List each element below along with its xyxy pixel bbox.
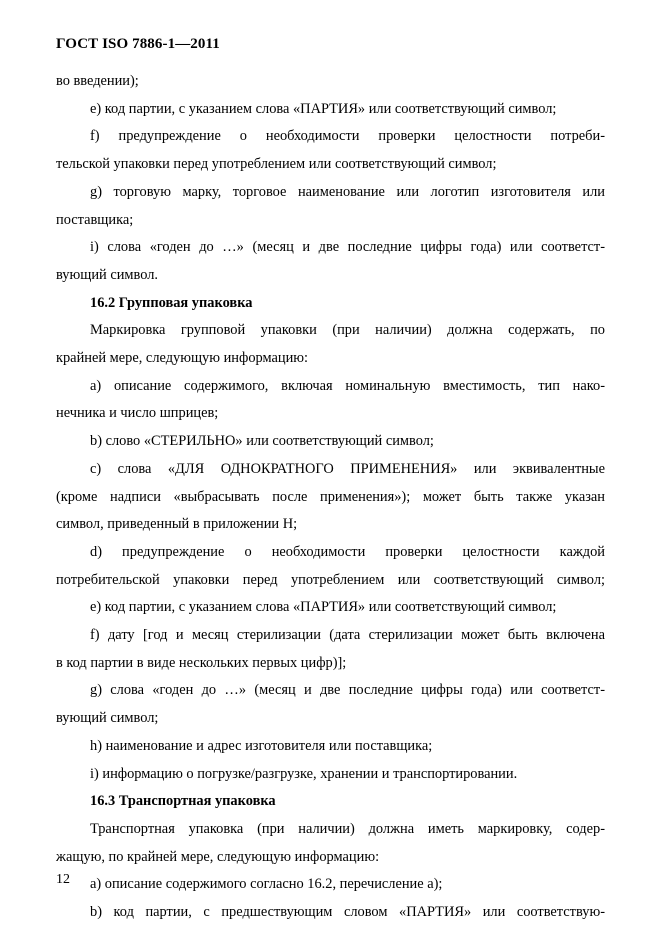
text-line: потребительской упаковки перед употреблением или соответствующий символ; [56,571,605,588]
text-line: во введении); [56,73,139,89]
text-line: вующий символ. [56,266,159,283]
text-line: g) торговую марку, торговое наименование или логотип изготовителя или [90,183,605,200]
document-body [56,68,605,927]
section-heading-16-3: 16.3 Транспортная упаковка [90,793,276,810]
text-line: b) код партии, с предшествующим словом «ПАРТИЯ» или соответствую- [90,904,605,921]
text-line: i) слова «годен до …» (месяц и две последние цифры года) или соответст- [90,239,605,256]
text-line: f) предупреждение о необходимости проверки целостности потреби- [90,128,605,145]
text-line: поставщика; [56,211,134,228]
text-line: a) описание содержимого согласно 16.2, перечисление a); [90,876,443,893]
text-line: нечника и число шприцев; [56,405,219,422]
text-line: c) слова «ДЛЯ ОДНОКРАТНОГО ПРИМЕНЕНИЯ» или эквивалентные [90,460,605,477]
text-line: вующий символ; [56,710,159,727]
document-header: ГОСТ ISO 7886-1—2011 [56,36,220,52]
text-line: в код партии в виде нескольких первых цифр)]; [56,654,347,671]
text-line: Транспортная упаковка (при наличии) должна иметь маркировку, содер- [90,820,605,837]
text-line: e) код партии, с указанием слова «ПАРТИЯ» или соответствующий символ; [90,599,557,616]
text-line: e) код партии, с указанием слова «ПАРТИЯ» или соответствующий символ; [90,100,557,117]
text-line: тельской упаковки перед употреблением или соответствующий символ; [56,156,497,173]
text-line: жащую, по крайней мере, следующую информацию: [56,848,380,865]
page-number: 12 [56,872,70,887]
text-line: символ, приведенный в приложении Н; [56,516,298,533]
section-heading-16-2: 16.2 Групповая упаковка [90,294,253,311]
text-line: d) предупреждение о необходимости проверки целостности каждой [90,543,605,560]
text-line: g) слова «годен до …» (месяц и две последние цифры года) или соответст- [90,682,605,699]
text-line: i) информацию о погрузке/разгрузке, хранении и транспортировании. [90,765,518,782]
text-line: h) наименование и адрес изготовителя или поставщика; [90,737,433,754]
text-line: b) слово «СТЕРИЛЬНО» или соответствующий символ; [90,433,434,450]
text-line: Маркировка групповой упаковки (при наличии) должна содержать, по [90,322,605,339]
text-line: (кроме надписи «выбрасывать после применения»); может быть также указан [56,488,605,505]
text-line: крайней мере, следующую информацию: [56,350,309,367]
text-line: a) описание содержимого, включая номинальную вместимость, тип нако- [90,377,605,394]
text-line: f) дату [год и месяц стерилизации (дата стерилизации может быть включена [90,627,605,644]
